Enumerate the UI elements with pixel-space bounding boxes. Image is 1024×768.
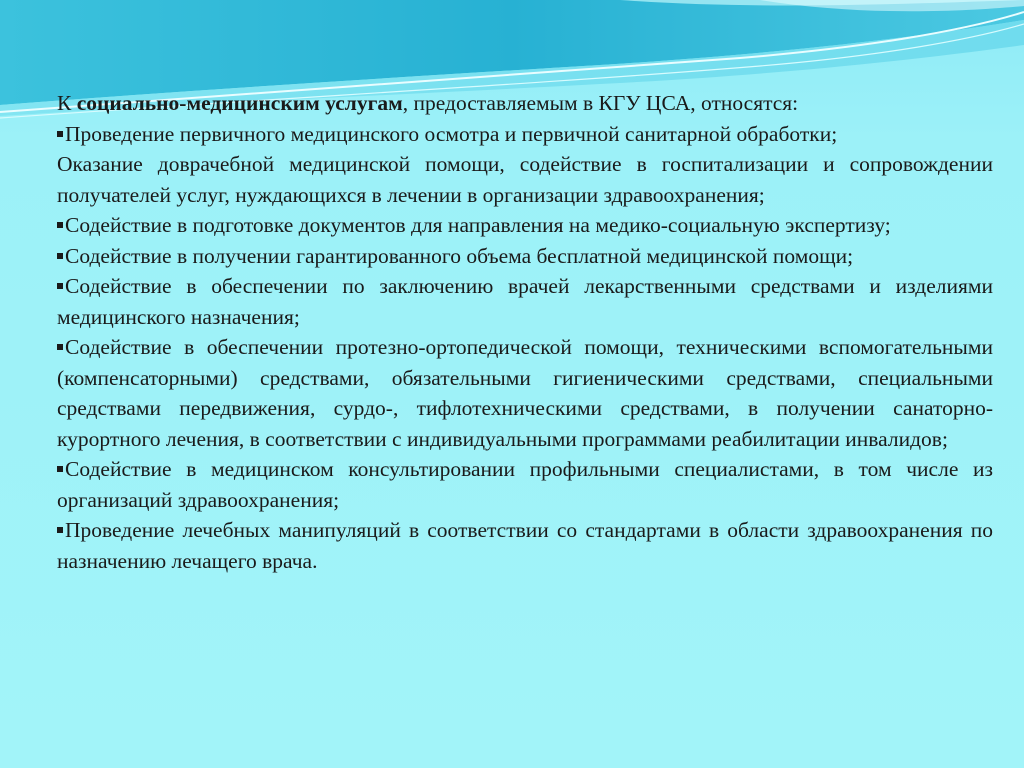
- list-item: [57, 210, 993, 241]
- intro-line: [57, 88, 993, 119]
- list-item-text: Содействие в получении гарантированного объема бесплатной медицинской помощи;: [65, 243, 854, 268]
- list-item: [57, 149, 993, 210]
- square-bullet-icon: [57, 466, 63, 472]
- square-bullet-icon: [57, 253, 63, 259]
- list-item-text: Содействие в обеспечении по заключению врачей лекарственными средствами и изделиями медицинского назначения;: [57, 274, 993, 329]
- slide-body: [57, 88, 993, 576]
- square-bullet-icon: [57, 283, 63, 289]
- list-item-text: Проведение первичного медицинского осмотра и первичной санитарной обработки;: [65, 121, 838, 146]
- square-bullet-icon: [57, 344, 63, 350]
- list-item-text: Содействие в обеспечении протезно-ортопедической помощи, техническими вспомогательными (компенсаторными) средствами, обязательными гигиеническими средствами, специальными средствами передвижения, сурдо-, тифлотехническими средствами, в получении санаторно-курортного лечения, в соответствии с индивидуальными программами реабилитации инвалидов;: [57, 335, 993, 451]
- list-item-text: Содействие в медицинском консультировании профильными специалистами, в том числе из организаций здравоохранения;: [57, 457, 993, 512]
- square-bullet-icon: [57, 222, 63, 228]
- list-item: [57, 119, 993, 150]
- list-item: [57, 454, 993, 515]
- square-bullet-icon: [57, 131, 63, 137]
- list-item: [57, 271, 993, 332]
- square-bullet-icon: [57, 527, 63, 533]
- intro-suffix: , предоставляемым в КГУ ЦСА, относятся:: [402, 91, 799, 115]
- list-item-text: Проведение лечебных манипуляций в соответствии со стандартами в области здравоохранения по назначению лечащего врача.: [57, 518, 993, 573]
- list-item: [57, 241, 993, 272]
- list-item-text: Содействие в подготовке документов для направления на медико-социальную экспертизу;: [65, 213, 891, 237]
- list-item: [57, 515, 993, 576]
- intro-prefix: К: [57, 91, 77, 115]
- intro-emphasis: социально-медицинским услугам: [76, 91, 403, 115]
- list-item: [57, 332, 993, 454]
- list-item-text: Оказание доврачебной медицинской помощи, содействие в госпитализации и сопровождении получателей услуг, нуждающихся в лечении в организации здравоохранения;: [57, 152, 993, 207]
